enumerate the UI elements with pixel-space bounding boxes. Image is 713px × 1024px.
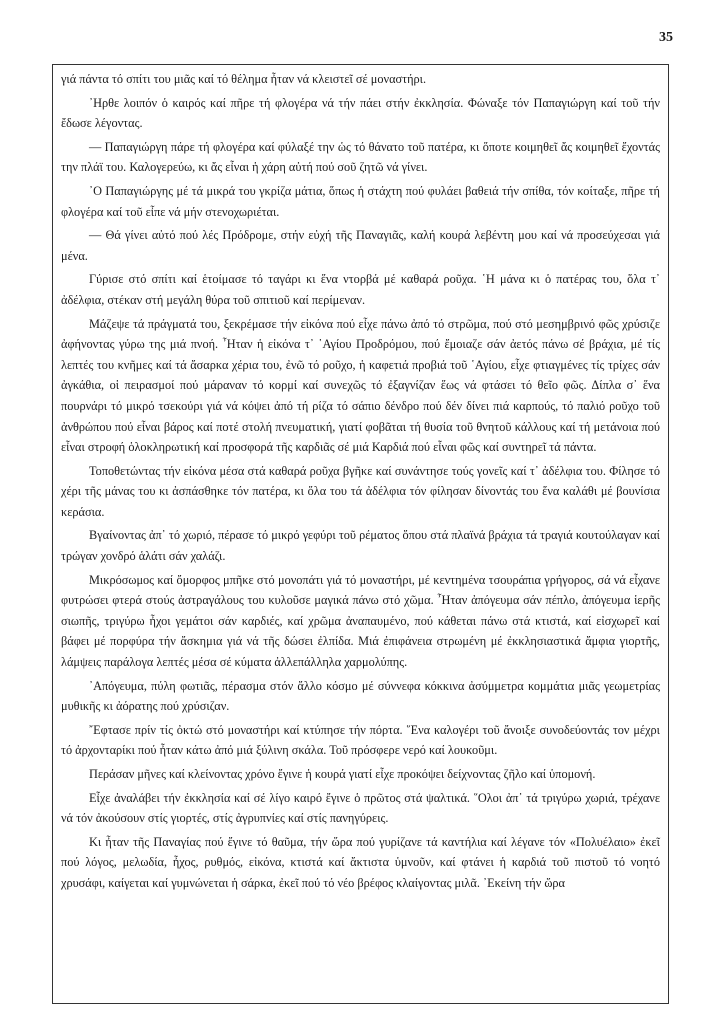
paragraph-13: Περάσαν μῆνες καί κλείνοντας χρόνο ἔγινε ἡ κουρά γιατί εἶχε προκόψει δείχνοντας ζῆλο καί ὑπομονή.: [89, 767, 596, 781]
paragraph-3: — Παπαγιώργη πάρε τή φλογέρα καί φύλαξέ την ὡς τό θάνατο τοῦ πατέρα, κι ὅποτε κοιμηθεῖ ἄς κοιμηθεῖ ἔχοντάς την πλάϊ του. Καλογερεύω, κι ἄς εἶναι ἡ χάρη αὐτή πού σοῦ ζητῶ νά γίνει.: [61, 139, 660, 175]
paragraph-2: ᾿Ηρθε λοιπόν ὁ καιρός καί πῆρε τή φλογέρα νά τήν πάει στήν ἐκκλησία. Φώναξε τόν Παπαγιώργη καί τοῦ τήν ἔδωσε λέγοντας.: [61, 95, 660, 131]
paragraph-10: Μικρόσωμος καί ὄμορφος μπῆκε στό μονοπάτι γιά τό μοναστήρι, μέ κεντημένα τσουράπια γρήγορος, σά νά εἶχανε φυτρώσει φτερά στούς ἀστραγάλους του κυλοῦσε μαγικά πάνω στό χῶμα. ῏Ηταν ἀπόγευμα σάν πέπλο, ἀπόγευμα ἱερῆς σιωπῆς, τριγύρω ἦχοι γεμάτοι σάν καρδιές, καί χρῶμα ἀναπαυμένο, πού κάθεται πάνω στά κτιστά, καί εἰσχωρεῖ καί βάφει μέ πορφύρα τήν ἄσκημια γιά νά τῆς δώσει ἐλπίδα. Μιά ἐπιφάνεια στρωμένη μέ ἐκκλησιαστικά ἄμφια γιορτῆς, λάμψεις παράλογα λεπτές μέσα σέ κύματα ἀλλεπάλληλα χαρμολύπης.: [61, 572, 660, 670]
text-frame: [52, 64, 669, 1004]
paragraph-11: ᾿Απόγευμα, πύλη φωτιᾶς, πέρασμα στόν ἄλλο κόσμο μέ σύννεφα κόκκινα ἀσύμμετρα κομμάτια μιᾶς γεωμετρίας μυθικῆς κι ἀόρατης πού χρύσιζαν.: [61, 678, 660, 714]
paragraph-9: Βγαίνοντας ἀπ᾿ τό χωριό, πέρασε τό μικρό γεφύρι τοῦ ρέματος ὅπου στά πλαϊνά βράχια τά τραγιά κουτούλαγαν καί τρώγαν χονδρό ἁλάτι σάν χαλάζι.: [61, 528, 660, 564]
paragraph-15: Κι ἦταν τῆς Παναγίας πού ἔγινε τό θαῦμα, τήν ὥρα πού γυρίζανε τά καντήλια καί λέγανε τόν «Πολυέλαιο» ἐκεῖ πού λόγος, μελωδία, ἦχος, ρυθμός, εἰκόνα, κτιστά καί ἄκτιστα ὑμνοῦν, καί φτάνει ἡ καρδιά τοῦ πιστοῦ τό νοητό χρυσάφι, καίγεται καί γυμνώνεται ἡ σάρκα, ἐκεῖ πού τό νέο βρέφος κλαίγοντας μιλᾶ. ᾿Εκείνη τήν ὥρα: [61, 834, 660, 890]
paragraph-8: Τοποθετώντας τήν εἰκόνα μέσα στά καθαρά ροῦχα βγῆκε καί συνάντησε τούς γονεῖς καί τ᾿ ἀδέλφια του. Φίλησε τό χέρι τῆς μάνας του κι ἀσπάσθηκε τόν πατέρα, κι ὅλα του τά ἀδέλφια τόν φίλησαν δίνοντάς του ἕνα καλάθι μέ βουνίσια κεράσια.: [61, 463, 660, 519]
paragraph-6: Γύρισε στό σπίτι καί ἑτοίμασε τό ταγάρι κι ἕνα ντορβά μέ καθαρά ροῦχα. ῾Η μάνα κι ὁ πατέρας του, ὅλα τ᾿ ἀδέλφια, στέκαν στή μεγάλη θύρα τοῦ σπιτιοῦ καί περίμεναν.: [61, 272, 660, 307]
paragraph-12: ῎Εφτασε πρίν τίς ὀκτώ στό μοναστήρι καί κτύπησε τήν πόρτα. ῞Ενα καλογέρι τοῦ ἄνοιξε συνοδεύοντάς τον μέχρι τό ἀρχονταρίκι πού ἦταν κάτω ἀπό μιά ξύλινη σκάλα. Τοῦ πρόσφερε νερό καί λουκοῦμι.: [61, 722, 660, 758]
paragraph-5: — Θά γίνει αὐτό πού λές Πρόδρομε, στήν εὐχή τῆς Παναγιᾶς, καλή κουρά λεβέντη μου καί νά προσεύχεσαι γιά μένα.: [61, 228, 660, 263]
paragraph-4: ᾿Ο Παπαγιώργης μέ τά μικρά του γκρίζα μάτια, ὅπως ἡ στάχτη πού φυλάει βαθειά τήν σπίθα, τόν κοίταξε, πῆρε τή φλογέρα καί τοῦ εἶπε νά μήν στενοχωριέται.: [61, 183, 660, 219]
paragraph-7: Μάζεψε τά πράγματά του, ξεκρέμασε τήν εἰκόνα πού εἶχε πάνω ἀπό τό στρῶμα, πού στό μεσημβρινό φῶς χρύσιζε ἀφήνοντας γύρω της μιά πνοή. ῏Ηταν ἡ εἰκόνα τ᾿ ῾Αγίου Προδρόμου, πού ἔμοιαζε σάν ἀετός πάνω σέ βράχια, μέ τίς λεπτές του κνῆμες καί τά ἄσαρκα χέρια του, ἐνῶ τό ροῦχο, ἡ καφετιά προβιά τοῦ ῾Αγίου, εἶχε φτιαγμένες τίς τρίχες σάν ἀγκάθια, οἱ πειρασμοί πού μάραναν τό κορμί καί συνεχῶς τό ἐξαγνίζαν ἕως νά φτάσει τό θεῖο φῶς. Δίπλα σ᾿ ἕνα πουρνάρι τό μικρό τσεκούρι γιά νά κόψει ἀπό τή ρίζα τό σάπιο δένδρο πού δέν δίνει πιά καρπούς, τό παλιό ροῦχο τοῦ ἀνθρώπου πού εἶναι βάρος καί ποτέ στολή πνευματική, γιατί φοβᾶται τή θυσία τοῦ θνητοῦ κάλλους καί τή μετάνοια πού εἶναι στροφή ὁλοκληρωτική καί προσφορά τῆς καρδιᾶς σέ μιά Καρδιά πού εἶναι φῶς καί συντηρεῖ τά πάντα.: [61, 316, 660, 455]
paragraph-1: γιά πάντα τό σπίτι του μιᾶς καί τό θέλημα ἦταν νά κλειστεῖ σέ μοναστήρι.: [61, 72, 427, 86]
page-number: 35: [659, 30, 673, 45]
paragraph-14: Εἶχε ἀναλάβει τήν ἐκκλησία καί σέ λίγο καιρό ἔγινε ὁ πρῶτος στά ψαλτικά. ῞Ολοι ἀπ᾿ τά τριγύρω χωριά, τρέχανε νά τόν ἀκούσουν στίς γιορτές, στίς ἀγρυπνίες καί στίς πανηγύρεις.: [61, 790, 660, 826]
body-text: [61, 69, 660, 894]
